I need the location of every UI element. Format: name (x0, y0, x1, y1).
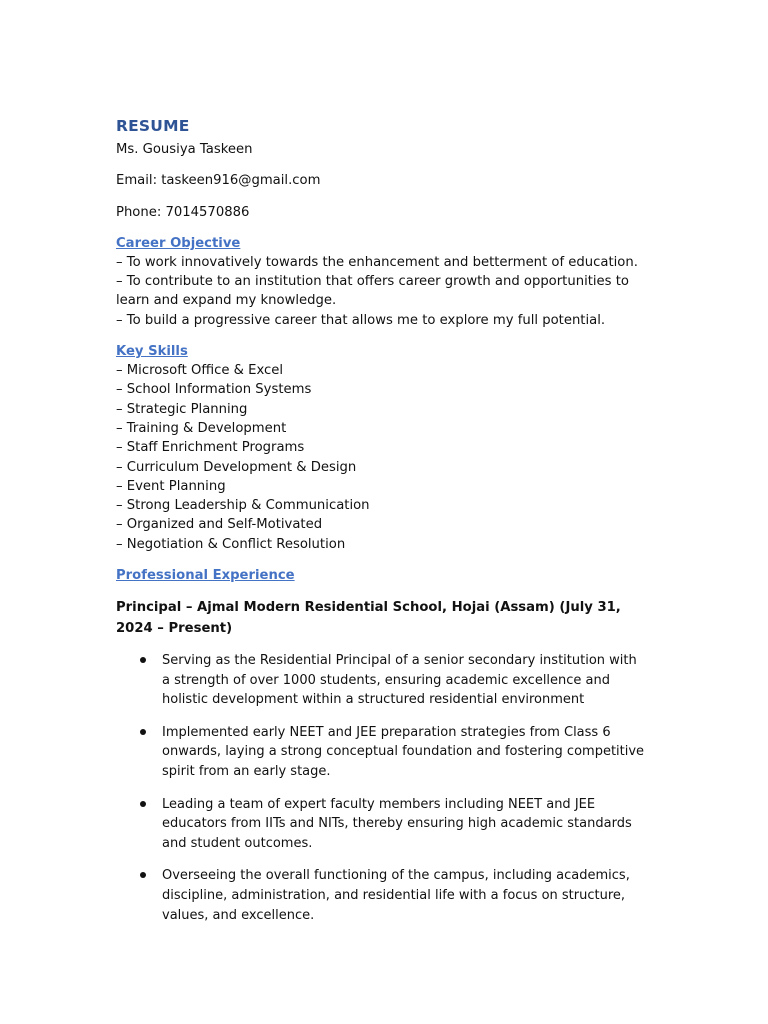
bullet-dot-icon (140, 729, 146, 735)
bullet-dot-icon (140, 872, 146, 878)
key-skill-item: – School Information Systems (116, 382, 312, 398)
job-title: Principal – Ajmal Modern Residential School, Hojai (Assam) (July 31, 2024 – Present) (116, 600, 621, 637)
spacer (116, 585, 656, 597)
candidate-email: Email: taskeen916@gmail.com (116, 173, 321, 189)
key-skill-item: – Organized and Self-Motivated (116, 517, 323, 533)
career-objective-list (116, 253, 656, 330)
bullet-dot-icon (140, 801, 146, 807)
career-objective-heading: Career Objective (116, 235, 241, 251)
key-skill-item: – Strong Leadership & Communication (116, 498, 370, 514)
experience-bullets (116, 651, 646, 925)
key-skill-item: – Microsoft Office & Excel (116, 363, 284, 379)
experience-bullet-item (116, 795, 646, 854)
professional-experience-heading: Professional Experience (116, 568, 295, 584)
career-objective-item: – To build a progressive career that allows me to explore my full potential. (116, 312, 606, 328)
experience-bullet-item (116, 866, 646, 925)
experience-bullet-text: Overseeing the overall functioning of the campus, including academics, discipline, administration, and residential life with a focus on structure, values, and excellence. (162, 868, 630, 923)
resume-title: RESUME (116, 117, 190, 135)
key-skill-item: – Strategic Planning (116, 401, 248, 417)
key-skills-list (116, 361, 656, 554)
experience-bullet-item (116, 723, 646, 782)
spacer (116, 639, 656, 651)
spacer (116, 330, 656, 342)
key-skill-item: – Training & Development (116, 420, 287, 436)
bullet-dot-icon (140, 657, 146, 663)
spacer (116, 222, 656, 234)
spacer (116, 554, 656, 566)
experience-bullet-item (116, 651, 646, 710)
key-skill-item: – Event Planning (116, 478, 226, 494)
experience-bullet-text: Serving as the Residential Principal of a senior secondary institution with a strength of over 1000 students, ensuring academic excellence and holistic development within a structured residential environment (162, 653, 637, 708)
career-objective-item: – To contribute to an institution that offers career growth and opportunities to learn and expand my knowledge. (116, 274, 629, 309)
career-objective-item: – To work innovatively towards the enhancement and betterment of education. (116, 254, 638, 270)
key-skill-item: – Negotiation & Conflict Resolution (116, 536, 346, 552)
candidate-name: Ms. Gousiya Taskeen (116, 142, 253, 157)
key-skill-item: – Staff Enrichment Programs (116, 440, 305, 456)
spacer (116, 191, 656, 203)
spacer (116, 159, 656, 171)
key-skill-item: – Curriculum Development & Design (116, 459, 357, 475)
experience-bullet-text: Implemented early NEET and JEE preparation strategies from Class 6 onwards, laying a strong conceptual foundation and fostering competitive spirit from an early stage. (162, 724, 645, 780)
key-skills-heading: Key Skills (116, 344, 188, 360)
candidate-phone: Phone: 7014570886 (116, 204, 250, 220)
experience-bullet-text: Leading a team of expert faculty members including NEET and JEE educators from IITs and NITs, thereby ensuring high academic standards and student outcomes. (162, 796, 632, 851)
resume-content (116, 116, 656, 938)
